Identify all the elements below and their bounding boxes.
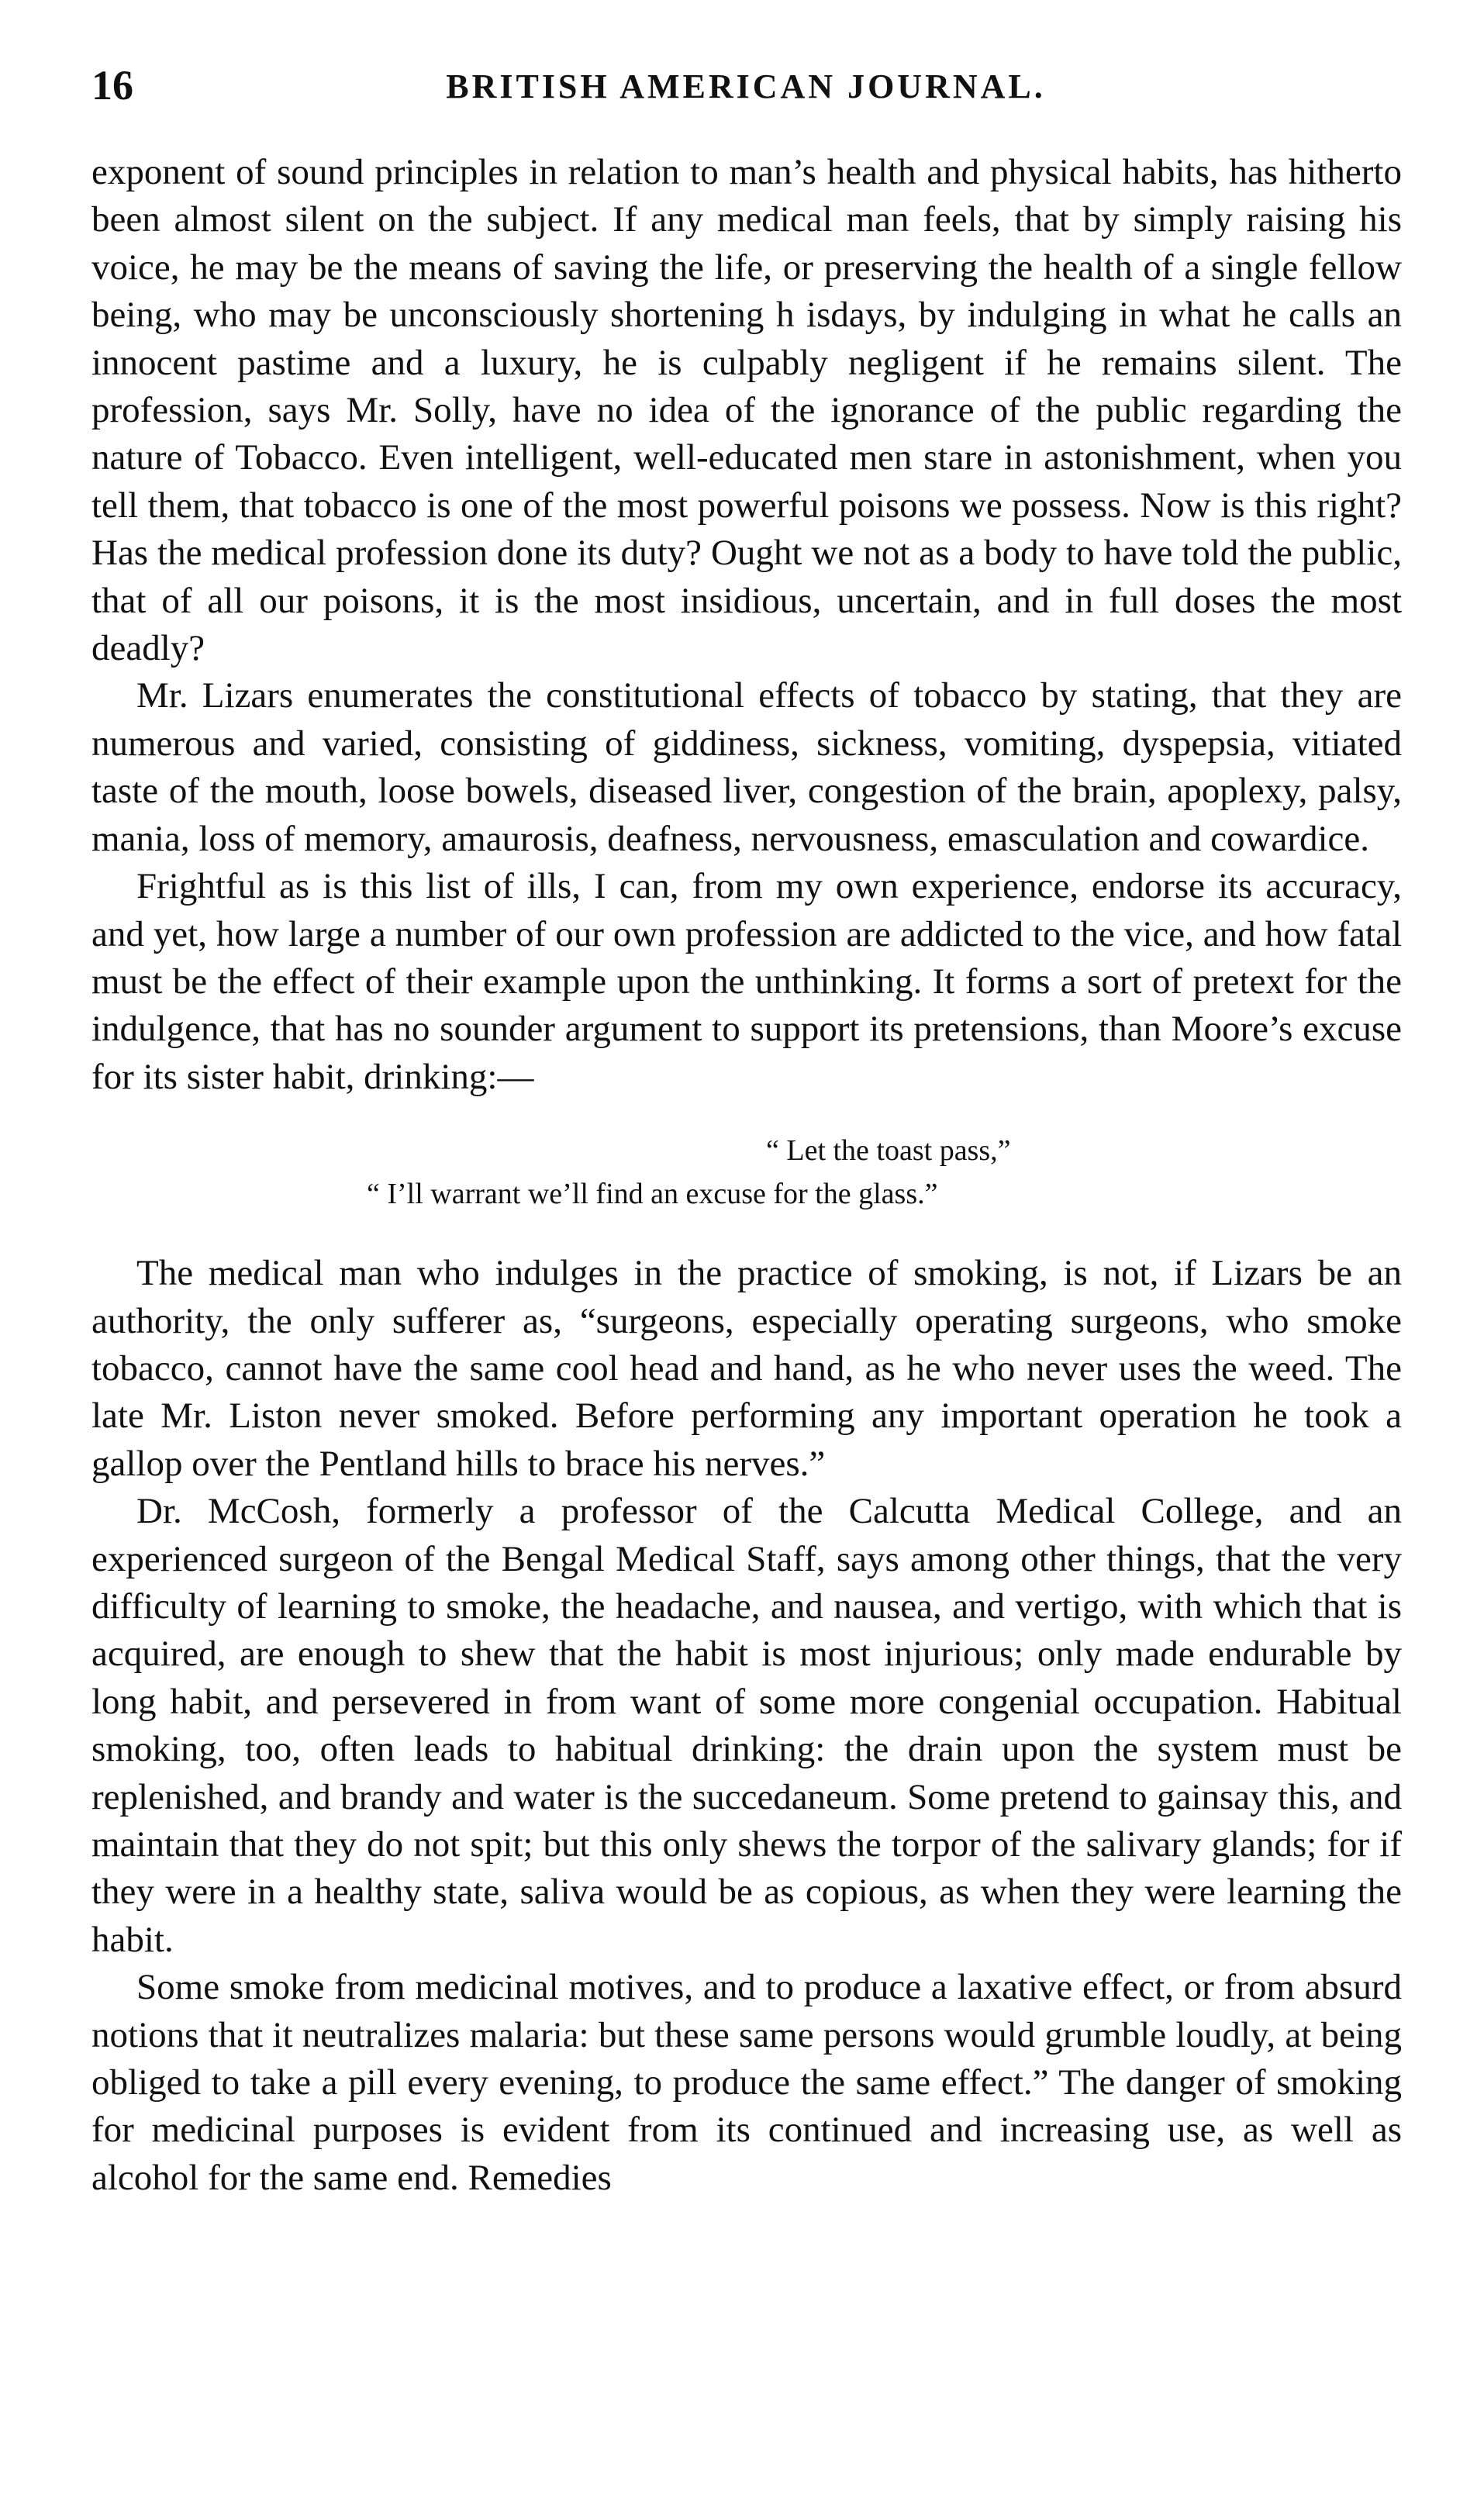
paragraph-frightful-list: Frightful as is this list of ills, I can, from my own experience, endorse its accuracy, and yet, how large a number of our own profession are addicted to the vice, and how fatal must be the effect of their example upon the unthinking. It forms a sort of pretext for the indulgence, that has no sounder argument to support its pretensions, than Moore’s excuse for its sister habit, drinking:— (91, 866, 1402, 1097)
verse-quotation (91, 1129, 1402, 1216)
paragraph-mccosh: Dr. McCosh, formerly a professor of the Calcutta Medical College, and an experienced surgeon of the Bengal Medical Staff, says among other things, that the very difficulty of learning to smoke, the headache, and nausea, and vertigo, with which that is acquired, are enough to shew that the habit is most injurious; only made endurable by long habit, and persevered in from want of some more congenial occupation. Habitual smoking, too, often leads to habitual drinking: the drain upon the system must be replenished, and brandy and water is the succedaneum. Some pretend to gainsay this, and maintain that they do not spit; but this only shews the torpor of the salivary glands; for if they were in a healthy state, saliva would be as copious, as when they were learning the habit. (91, 1491, 1402, 1960)
page-header (91, 62, 1400, 124)
running-title: BRITISH AMERICAN JOURNAL. (446, 67, 1046, 105)
body-text (91, 149, 1402, 2202)
quote-line-1: “ Let the toast pass,” (766, 1134, 1011, 1168)
paragraph-continuation: exponent of sound principles in relation to man’s health and physical habits, has hitherto been almost silent on the subject. If any medical man feels, that by simply raising his voice, he may be the means of saving the life, or preserving the health of a single fellow being, who may be unconsciously shortening h isdays, by indulging in what he calls an innocent pastime and a luxury, he is culpably negligent if he remains silent. The profession, says Mr. Solly, have no idea of the ignorance of the public regarding the nature of Tobacco. Even intelligent, well-educated men stare in astonishment, when you tell them, that tobacco is one of the most powerful poisons we possess. Now is this right? Has the medical profession done its duty? Ought we not as a body to have told the public, that of all our poisons, it is the most insidious, uncertain, and in full doses the most deadly? (91, 152, 1402, 669)
page-number: 16 (91, 62, 133, 109)
quote-line-2: “ I’ll warrant we’ll find an excuse for the glass.” (367, 1178, 938, 1211)
paragraph-medicinal-motives: Some smoke from medicinal motives, and to produce a laxative effect, or from absurd notions that it neutralizes malaria: but these same persons would grumble loudly, at being obliged to take a pill every evening, to produce the same effect.” The danger of smoking for medicinal purposes is evident from its continued and increasing use, as well as alcohol for the same end. Remedies (91, 1967, 1402, 2198)
paragraph-lizars-effects: Mr. Lizars enumerates the constitutional effects of tobacco by stating, that they are numerous and varied, consisting of giddiness, sickness, vomiting, dyspepsia, vitiated taste of the mouth, loose bowels, diseased liver, congestion of the brain, apoplexy, palsy, mania, loss of memory, amaurosis, deafness, nervousness, emasculation and cowardice. (91, 675, 1402, 859)
paragraph-medical-man: The medical man who indulges in the practice of smoking, is not, if Lizars be an authority, the only sufferer as, “surgeons, especially operating surgeons, who smoke tobacco, cannot have the same cool head and hand, as he who never uses the weed. The late Mr. Liston never smoked. Before performing any important operation he took a gallop over the Pentland hills to brace his nerves.” (91, 1253, 1402, 1484)
